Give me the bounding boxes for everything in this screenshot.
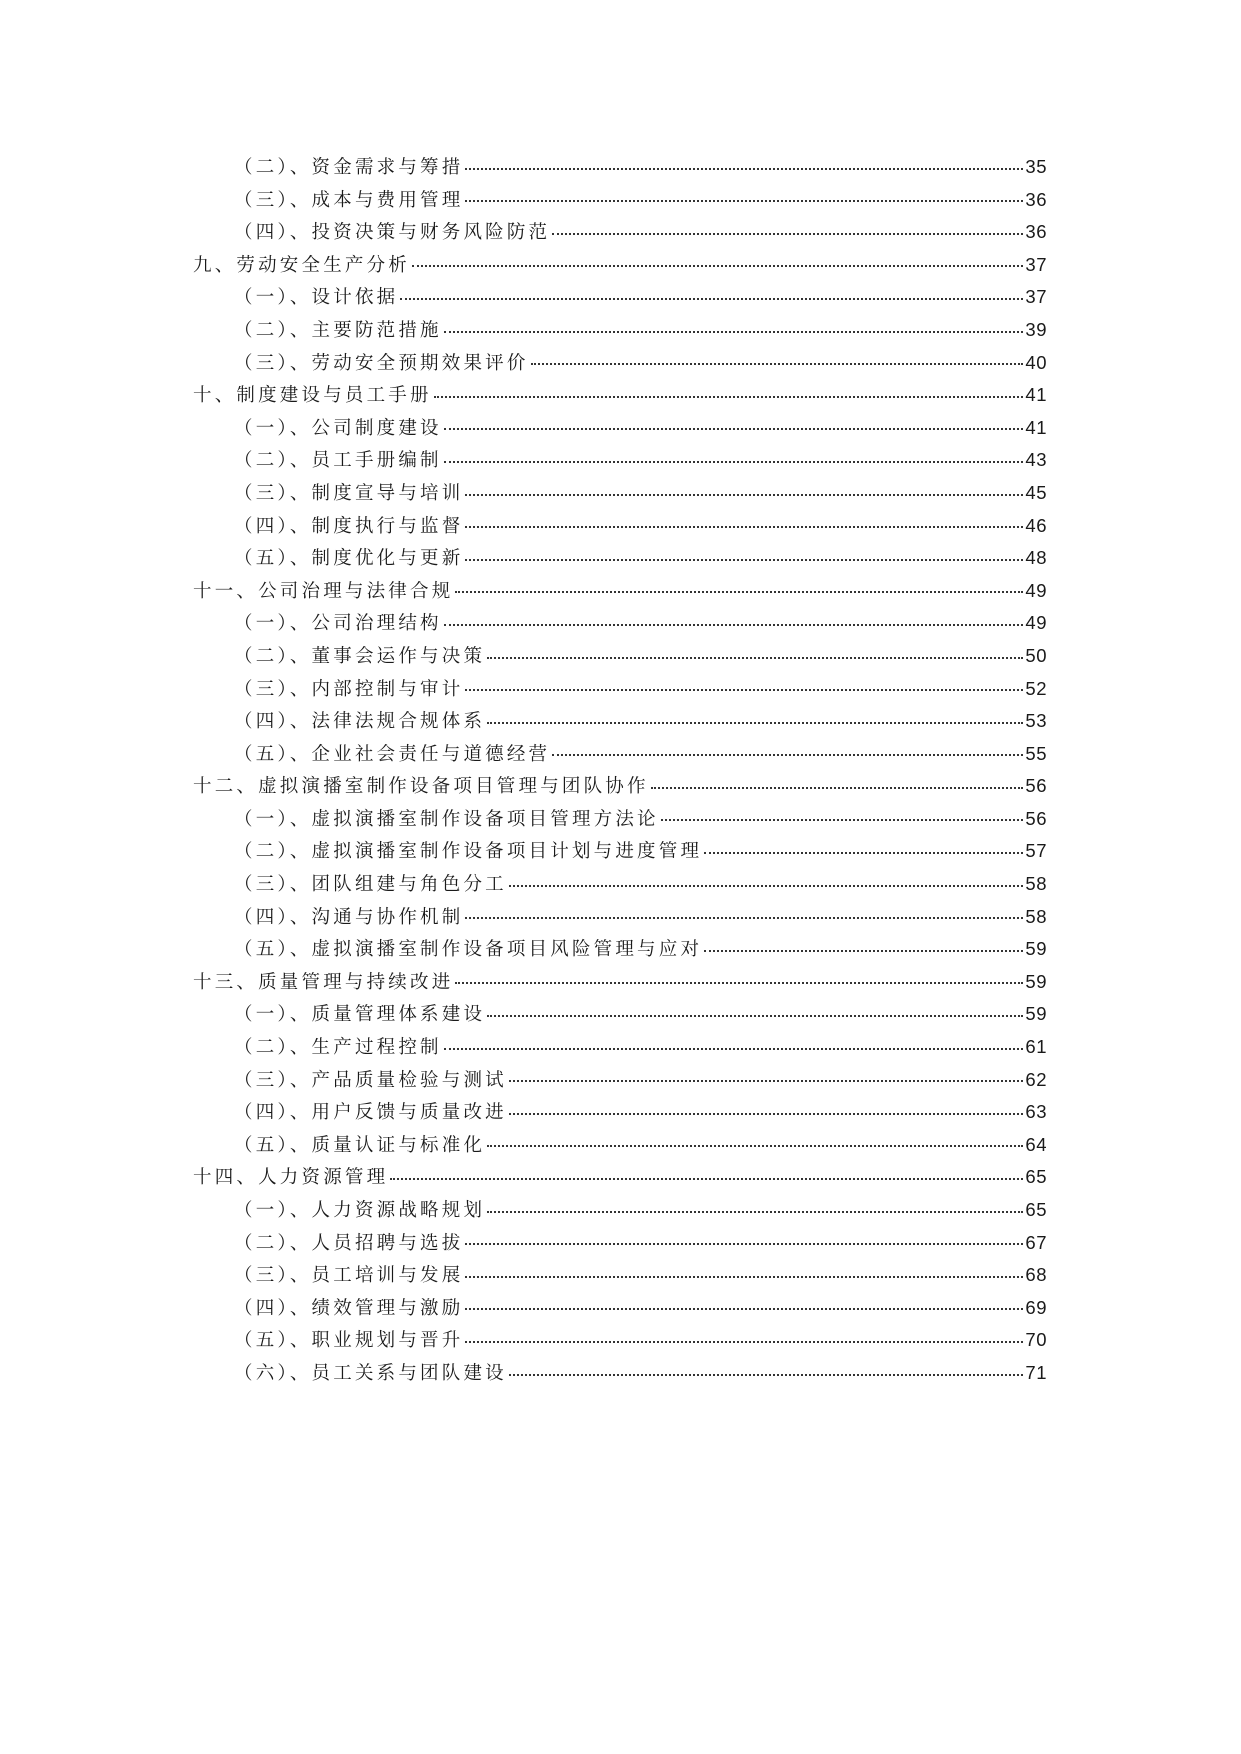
toc-dot-leader [465, 494, 1023, 496]
toc-section-entry[interactable] [234, 542, 1047, 575]
toc-section-entry[interactable] [234, 444, 1047, 477]
toc-section-entry[interactable] [234, 1357, 1047, 1390]
toc-section-entry[interactable] [234, 998, 1047, 1031]
toc-dot-leader [509, 885, 1024, 887]
toc-entry-page-number: 36 [1025, 188, 1047, 210]
toc-dot-leader [487, 1015, 1023, 1017]
toc-entry-title: （一）、公司制度建设 [234, 417, 442, 439]
toc-entry-title: （五）、企业社会责任与道德经营 [234, 743, 551, 765]
toc-chapter-entry[interactable] [193, 249, 1047, 282]
toc-entry-page-number: 41 [1025, 384, 1047, 406]
toc-entry-page-number: 55 [1025, 742, 1047, 764]
toc-entry-page-number: 59 [1025, 938, 1047, 960]
toc-section-entry[interactable] [234, 216, 1047, 249]
toc-section-entry[interactable] [234, 412, 1047, 445]
toc-entry-title: （六）、员工关系与团队建设 [234, 1362, 507, 1384]
toc-entry-title: （四）、用户反馈与质量改进 [234, 1102, 507, 1124]
toc-dot-leader [465, 1276, 1023, 1278]
toc-section-entry[interactable] [234, 1096, 1047, 1129]
toc-dot-leader [465, 1243, 1023, 1245]
toc-dot-leader [552, 233, 1023, 235]
toc-section-entry[interactable] [234, 1292, 1047, 1325]
toc-dot-leader [455, 982, 1023, 984]
toc-section-entry[interactable] [234, 607, 1047, 640]
toc-section-entry[interactable] [234, 705, 1047, 738]
toc-entry-title: （二）、生产过程控制 [234, 1037, 442, 1059]
toc-dot-leader [487, 657, 1023, 659]
toc-entry-title: （二）、人员招聘与选拔 [234, 1232, 464, 1254]
toc-chapter-entry[interactable] [193, 575, 1047, 608]
toc-dot-leader [704, 950, 1023, 952]
toc-entry-title: 十三、质量管理与持续改进 [193, 971, 454, 993]
table-of-contents [0, 151, 1241, 1390]
toc-section-entry[interactable] [234, 1227, 1047, 1260]
toc-dot-leader [704, 852, 1023, 854]
toc-dot-leader [400, 298, 1023, 300]
toc-entry-page-number: 61 [1025, 1036, 1047, 1058]
toc-dot-leader [552, 754, 1023, 756]
toc-entry-title: （五）、质量认证与标准化 [234, 1134, 486, 1156]
toc-entry-page-number: 48 [1025, 547, 1047, 569]
toc-dot-leader [531, 363, 1024, 365]
toc-entry-page-number: 62 [1025, 1068, 1047, 1090]
toc-dot-leader [661, 819, 1024, 821]
toc-dot-leader [465, 200, 1023, 202]
toc-entry-title: （二）、资金需求与筹措 [234, 157, 464, 178]
toc-dot-leader [444, 624, 1024, 626]
toc-dot-leader [412, 265, 1023, 267]
toc-entry-title: （三）、制度宣导与培训 [234, 482, 464, 504]
toc-dot-leader [509, 1374, 1024, 1376]
toc-section-entry[interactable] [234, 803, 1047, 836]
toc-entry-title: （三）、成本与费用管理 [234, 189, 464, 211]
toc-dot-leader [465, 1341, 1023, 1343]
toc-dot-leader [465, 917, 1023, 919]
toc-section-entry[interactable] [234, 933, 1047, 966]
toc-entry-page-number: 49 [1025, 612, 1047, 634]
toc-entry-page-number: 45 [1025, 481, 1047, 503]
toc-entry-page-number: 56 [1025, 807, 1047, 829]
toc-section-entry[interactable] [234, 281, 1047, 314]
toc-entry-title: （四）、投资决策与财务风险防范 [234, 222, 551, 244]
toc-entry-page-number: 57 [1025, 840, 1047, 862]
toc-entry-title: 十一、公司治理与法律合规 [193, 580, 454, 602]
toc-entry-page-number: 64 [1025, 1133, 1047, 1155]
toc-chapter-entry[interactable] [193, 1161, 1047, 1194]
toc-entry-page-number: 35 [1025, 156, 1047, 177]
toc-dot-leader [509, 1113, 1024, 1115]
toc-entry-page-number: 65 [1025, 1166, 1047, 1188]
toc-entry-title: （一）、设计依据 [234, 287, 399, 309]
toc-entry-title: （四）、沟通与协作机制 [234, 906, 464, 928]
toc-section-entry[interactable] [234, 738, 1047, 771]
toc-entry-page-number: 37 [1025, 253, 1047, 275]
toc-entry-page-number: 39 [1025, 318, 1047, 340]
toc-entry-title: （二）、员工手册编制 [234, 450, 442, 472]
toc-entry-page-number: 71 [1025, 1361, 1047, 1383]
toc-entry-page-number: 41 [1025, 416, 1047, 438]
toc-entry-title: （三）、劳动安全预期效果评价 [234, 352, 529, 374]
toc-entry-title: （一）、公司治理结构 [234, 613, 442, 635]
toc-section-entry[interactable] [234, 314, 1047, 347]
toc-dot-leader [465, 168, 1023, 170]
toc-entry-title: （四）、法律法规合规体系 [234, 711, 486, 733]
toc-entry-title: （三）、产品质量检验与测试 [234, 1069, 507, 1091]
toc-entry-page-number: 59 [1025, 970, 1047, 992]
toc-entry-title: （三）、内部控制与审计 [234, 678, 464, 700]
toc-dot-leader [444, 461, 1024, 463]
toc-entry-page-number: 58 [1025, 873, 1047, 895]
toc-chapter-entry[interactable] [193, 770, 1047, 803]
toc-entry-page-number: 36 [1025, 221, 1047, 243]
toc-entry-title: 十四、人力资源管理 [193, 1167, 389, 1189]
toc-dot-leader [487, 1145, 1023, 1147]
toc-chapter-entry[interactable] [193, 379, 1047, 412]
toc-entry-page-number: 37 [1025, 286, 1047, 308]
toc-dot-leader [465, 1308, 1023, 1310]
toc-entry-page-number: 59 [1025, 1003, 1047, 1025]
toc-dot-leader [444, 428, 1024, 430]
toc-section-entry[interactable] [234, 184, 1047, 217]
toc-entry-title: 九、劳动安全生产分析 [193, 254, 411, 276]
toc-section-entry[interactable] [234, 1194, 1047, 1227]
toc-entry-page-number: 67 [1025, 1231, 1047, 1253]
toc-entry-page-number: 70 [1025, 1329, 1047, 1351]
toc-entry-title: （五）、制度优化与更新 [234, 548, 464, 570]
toc-section-entry[interactable] [234, 477, 1047, 510]
toc-dot-leader [444, 331, 1024, 333]
toc-entry-title: （四）、绩效管理与激励 [234, 1297, 464, 1319]
toc-section-entry[interactable] [234, 1129, 1047, 1162]
toc-entry-page-number: 52 [1025, 677, 1047, 699]
toc-section-entry[interactable] [234, 1324, 1047, 1357]
toc-dot-leader [444, 1048, 1024, 1050]
toc-entry-title: 十、制度建设与员工手册 [193, 385, 432, 407]
toc-dot-leader [487, 722, 1023, 724]
toc-section-entry[interactable] [234, 1064, 1047, 1097]
toc-section-entry[interactable] [234, 1259, 1047, 1292]
toc-entry-title: （一）、质量管理体系建设 [234, 1004, 486, 1026]
toc-entry-title: 十二、虚拟演播室制作设备项目管理与团队协作 [193, 776, 649, 798]
toc-chapter-entry[interactable] [193, 966, 1047, 999]
toc-section-entry[interactable] [234, 835, 1047, 868]
toc-dot-leader [465, 689, 1023, 691]
toc-dot-leader [455, 591, 1023, 593]
toc-section-entry[interactable] [234, 151, 1047, 184]
toc-entry-title: （五）、虚拟演播室制作设备项目风险管理与应对 [234, 939, 703, 961]
toc-section-entry[interactable] [234, 640, 1047, 673]
toc-entry-page-number: 53 [1025, 710, 1047, 732]
toc-entry-page-number: 50 [1025, 644, 1047, 666]
toc-entry-page-number: 40 [1025, 351, 1047, 373]
toc-entry-title: （三）、团队组建与角色分工 [234, 874, 507, 896]
toc-entry-title: （四）、制度执行与监督 [234, 515, 464, 537]
toc-entry-title: （二）、董事会运作与决策 [234, 645, 486, 667]
toc-dot-leader [434, 396, 1024, 398]
toc-dot-leader [509, 1080, 1024, 1082]
toc-dot-leader [390, 1178, 1023, 1180]
toc-entry-page-number: 69 [1025, 1296, 1047, 1318]
toc-section-entry[interactable] [234, 510, 1047, 543]
toc-dot-leader [465, 559, 1023, 561]
toc-entry-page-number: 43 [1025, 449, 1047, 471]
toc-dot-leader [487, 1211, 1023, 1213]
toc-entry-page-number: 65 [1025, 1199, 1047, 1220]
toc-entry-page-number: 68 [1025, 1264, 1047, 1286]
toc-dot-leader [465, 526, 1023, 528]
toc-section-entry[interactable] [234, 868, 1047, 901]
toc-entry-title: （二）、虚拟演播室制作设备项目计划与进度管理 [234, 841, 703, 863]
toc-entry-title: （一）、虚拟演播室制作设备项目管理方法论 [234, 808, 659, 830]
toc-section-entry[interactable] [234, 673, 1047, 706]
toc-section-entry[interactable] [234, 901, 1047, 934]
toc-entry-title: （二）、主要防范措施 [234, 319, 442, 341]
toc-entry-title: （一）、人力资源战略规划 [234, 1200, 486, 1221]
toc-dot-leader [651, 787, 1024, 789]
toc-entry-title: （三）、员工培训与发展 [234, 1265, 464, 1287]
toc-section-entry[interactable] [234, 1031, 1047, 1064]
toc-entry-page-number: 49 [1025, 579, 1047, 601]
toc-section-entry[interactable] [234, 347, 1047, 380]
toc-entry-page-number: 46 [1025, 514, 1047, 536]
toc-entry-page-number: 58 [1025, 905, 1047, 927]
toc-entry-page-number: 56 [1025, 775, 1047, 797]
toc-entry-title: （五）、职业规划与晋升 [234, 1330, 464, 1352]
toc-entry-page-number: 63 [1025, 1101, 1047, 1123]
